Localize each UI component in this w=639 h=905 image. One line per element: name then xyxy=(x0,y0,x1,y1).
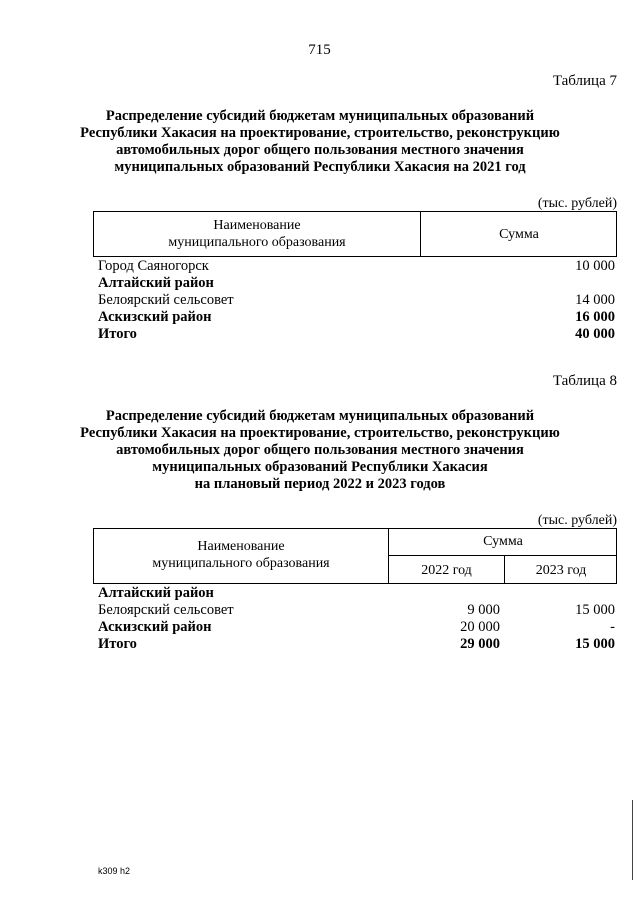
table8-title-line: муниципальных образований Республики Хакасия xyxy=(152,459,488,475)
scan-edge-line xyxy=(632,800,633,880)
table7-title xyxy=(60,108,580,176)
table8-header-sum: Сумма xyxy=(483,534,523,549)
table8-row: Аскизский район 20 000 - xyxy=(98,619,615,635)
table8-row: Белоярский сельсовет 9 000 15 000 xyxy=(98,602,615,618)
table8-header-2022: 2022 год xyxy=(421,563,472,578)
table8-units: (тыс. рублей) xyxy=(537,513,617,528)
table8-header-name: Наименование муниципального образования xyxy=(152,539,330,571)
table7-row: Белоярский сельсовет 14 000 xyxy=(98,292,615,308)
table7-title-line: муниципальных образований Республики Хакасия на 2021 год xyxy=(114,159,526,175)
table8-total-row: Итого 29 000 15 000 xyxy=(98,636,615,652)
table8-title-line: автомобильных дорог общего пользования местного значения xyxy=(116,442,524,458)
table8-row: Алтайский район xyxy=(98,585,214,601)
table7-row: Аскизский район 16 000 xyxy=(98,309,615,325)
table8-title-line: Республики Хакасия на проектирование, строительство, реконструкцию xyxy=(80,425,560,441)
table8-label: Таблица 8 xyxy=(552,373,617,389)
table7-title-line: Распределение субсидий бюджетам муниципальных образований xyxy=(105,108,535,124)
footer-code: k309 h2 xyxy=(98,866,131,876)
table7-row: Город Саяногорск 10 000 xyxy=(98,258,615,274)
table7-row: Алтайский район xyxy=(98,275,214,291)
table8-title xyxy=(60,408,580,493)
table8-header-2023: 2023 год xyxy=(535,563,587,578)
table8-title-line: Распределение субсидий бюджетам муниципальных образований xyxy=(105,408,535,424)
table8-sum-divider xyxy=(388,555,617,556)
page-number: 715 xyxy=(308,42,331,58)
table7-label: Таблица 7 xyxy=(552,73,617,89)
table7-title-line: Республики Хакасия на проектирование, строительство, реконструкцию xyxy=(80,125,560,141)
table7-total-row: Итого 40 000 xyxy=(98,326,615,342)
table8-title-line: на плановый период 2022 и 2023 годов xyxy=(194,476,446,492)
table7-header-sum: Сумма xyxy=(499,227,539,242)
table7-units: (тыс. рублей) xyxy=(537,196,617,211)
table7-title-line: автомобильных дорог общего пользования местного значения xyxy=(116,142,524,158)
table7-header-name: Наименование муниципального образования xyxy=(168,218,346,250)
